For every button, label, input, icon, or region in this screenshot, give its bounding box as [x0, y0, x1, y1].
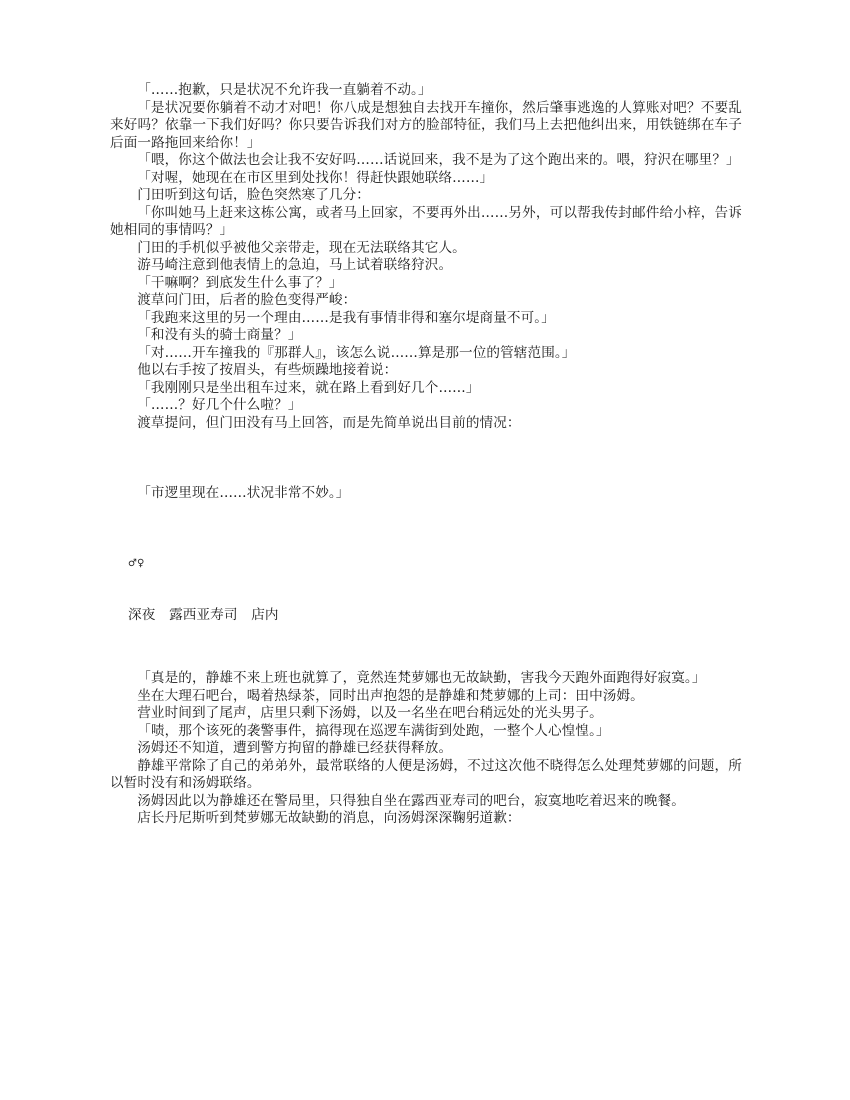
paragraph: 门田的手机似乎被他父亲带走，现在无法联络其它人。	[137, 239, 466, 256]
paragraph: 「喂，你这个做法也会让我不安好吗……话说回来，我不是为了这个跑出来的。喂，狩沢在哪里？」	[137, 152, 740, 168]
spacer-before-isolated-quote	[110, 432, 742, 485]
scene-heading: 深夜 露西亚寿司 店内	[128, 606, 279, 623]
paragraph: 「……抱歉，只是状况不允许我一直躺着不动。」	[137, 82, 432, 98]
document-text-column	[110, 82, 742, 828]
paragraph: 营业时间到了尾声，店里只剩下汤姆，以及一名坐在吧台稍远处的光头男子。	[137, 705, 603, 721]
paragraph: 「我跑来这里的另一个理由……是我有事情非得和塞尔堤商量不可。」	[137, 309, 555, 326]
spacer-before-scene-symbols	[110, 503, 742, 557]
paragraph: 汤姆还不知道，遭到警方拘留的静雄已经获得释放。	[137, 740, 453, 756]
paragraph: 他以右手按了按眉头，有些烦躁地接着说：	[137, 362, 398, 378]
paragraph: 「你叫她马上赶来这栋公寓，或者马上回家，不要再外出……另外，可以帮我传封邮件给小梓，告诉她相同的事情吗？」	[110, 204, 742, 238]
paragraph: 「真是的，静雄不来上班也就算了，竟然连梵萝娜也无故缺勤，害我今天跑外面跑得好寂寞。」	[137, 670, 706, 686]
paragraph: 「干嘛啊？到底发生什么事了？」	[137, 274, 343, 291]
paragraph: 「啧，那个该死的袭警事件，搞得现在巡逻车满街到处跑，一整个人心惶惶。」	[137, 722, 610, 739]
paragraph: 汤姆因此以为静雄还在警局里，只得独自坐在露西亚寿司的吧台，寂寞地吃着迟来的晚餐。	[137, 792, 685, 809]
spacer-before-scene-heading	[110, 571, 742, 607]
paragraph: 游马崎注意到他表情上的急迫，马上试着联络狩沢。	[137, 257, 453, 273]
paragraph: 门田听到这句话，脸色突然寒了几分：	[137, 187, 370, 203]
isolated-quote: 「市逻里现在……状况非常不妙。」	[137, 485, 350, 501]
paragraph: 坐在大理石吧台，喝着热绿茶，同时出声抱怨的是静雄和梵萝娜的上司：田中汤姆。	[137, 687, 644, 704]
gender-symbols-icon: ♂♀	[128, 557, 145, 569]
paragraph: 「对……开车撞我的『那群人』，该怎么说……算是那一位的管辖范围。」	[137, 344, 576, 361]
paragraph: 「和没有头的骑士商量？」	[137, 327, 302, 343]
paragraph: 静雄平常除了自己的弟弟外，最常联络的人便是汤姆，不过这次他不晓得怎么处理梵萝娜的问题，所以暂时没有和汤姆联络。	[110, 757, 742, 791]
paragraph: 渡草问门田，后者的脸色变得严峻：	[137, 292, 357, 308]
paragraph: 「……？好几个什么啦？」	[137, 397, 302, 413]
narrative-block-bottom	[110, 670, 742, 828]
paragraph: 店长丹尼斯听到梵萝娜无故缺勤的消息，向汤姆深深鞠躬道歉：	[137, 810, 521, 826]
paragraph: 渡草提问，但门田没有马上回答，而是先简单说出目前的情况：	[137, 414, 521, 431]
narrative-block-top	[110, 82, 742, 432]
paragraph: 「我刚刚只是坐出租车过来，就在路上看到好几个……」	[137, 379, 480, 396]
spacer-after-scene-heading	[110, 624, 742, 670]
paragraph: 「是状况要你躺着不动才对吧！你八成是想独自去找开车撞你，然后肇事逃逸的人算账对吧？不要乱来好吗？依靠一下我们好吗？你只要告诉我们对方的脸部特征，我们马上去把他纠出来，用铁链绑在车子后面一路拖回来给你！」	[110, 99, 742, 151]
paragraph: 「对喔，她现在在市区里到处找你！得赶快跟她联络……」	[137, 169, 494, 186]
